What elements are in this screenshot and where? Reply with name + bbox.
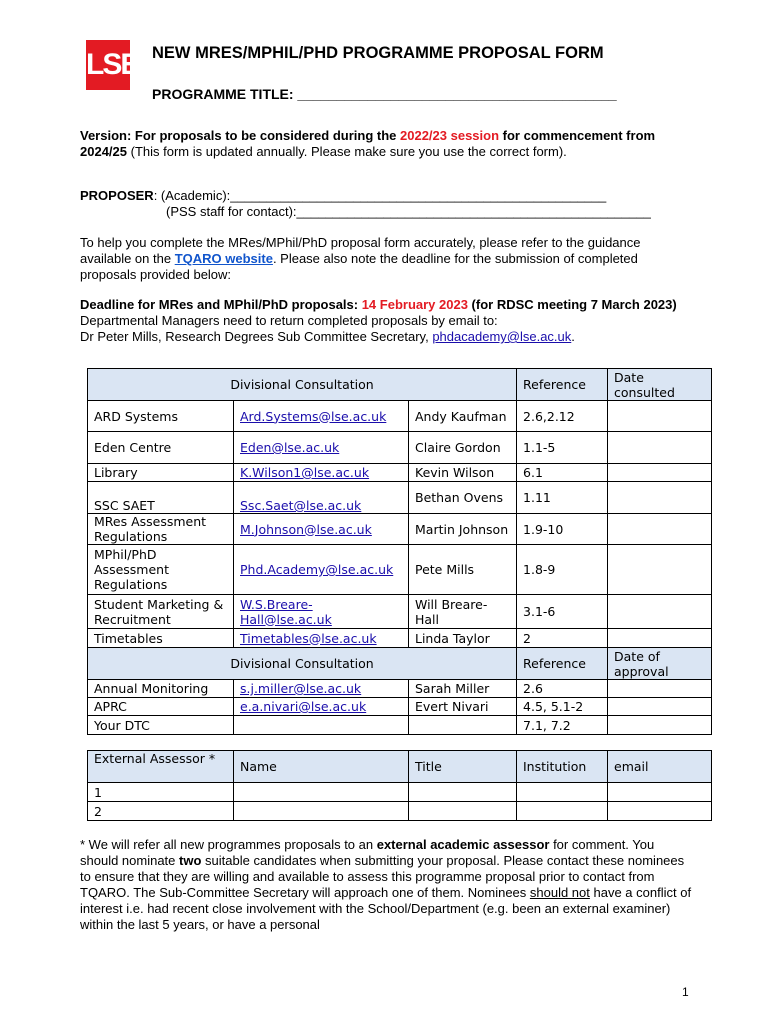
table-row: Annual Monitoring s.j.miller@lse.ac.uk Sarah Miller 2.6 [88,680,712,698]
deadline-paragraph: Deadline for MRes and MPhil/PhD proposals: 14 February 2023 (for RDSC meeting 7 March 2023) Departmental Managers need to return completed proposals by email to: Dr Peter Mills, Research Degrees Sub Committee Secretary, phdacademy@lse.ac.uk. [80,297,677,344]
table-row: MPhil/PhD Assessment Regulations Phd.Academy@lse.ac.uk Pete Mills 1.8-9 [88,545,712,595]
form-title: NEW MRES/MPHIL/PHD PROGRAMME PROPOSAL FORM [152,44,604,62]
table-row: ARD Systems Ard.Systems@lse.ac.uk Andy Kaufman 2.6,2.12 [88,401,712,432]
table-row: 2 [88,802,712,821]
assessor-email-cell[interactable] [608,802,712,821]
email-link[interactable]: Eden@lse.ac.uk [234,432,409,464]
consultation-header-row: Divisional Consultation Reference Date consulted [88,369,712,401]
table-row: SSC SAET Ssc.Saet@lse.ac.uk Bethan Ovens 1.11 [88,482,712,514]
assessor-email-cell[interactable] [608,783,712,802]
table-row: 1 [88,783,712,802]
lse-logo: LSE [86,40,130,90]
assessor-institution-cell[interactable] [517,783,608,802]
table-row: Eden Centre Eden@lse.ac.uk Claire Gordon 1.1-5 [88,432,712,464]
assessor-name-cell[interactable] [234,783,409,802]
assessor-name-cell[interactable] [234,802,409,821]
table-row: MRes Assessment Regulations M.Johnson@lse.ac.uk Martin Johnson 1.9-10 [88,514,712,545]
email-link[interactable]: Ard.Systems@lse.ac.uk [234,401,409,432]
assessor-institution-cell[interactable] [517,802,608,821]
version-paragraph: Version: For proposals to be considered during the 2022/23 session for commencement from 2024/25 (This form is updated annually. Please make sure you use the correct form). [80,128,656,159]
programme-title-label: PROGRAMME TITLE: _________________________________________ [152,86,617,102]
page-number: 1 [682,985,689,999]
assessor-title-cell[interactable] [409,802,517,821]
tqaro-website-link[interactable]: TQARO website [174,251,273,266]
table-row: Your DTC 7.1, 7.2 [88,716,712,735]
assessor-title-cell[interactable] [409,783,517,802]
email-link[interactable]: Phd.Academy@lse.ac.uk [234,545,409,595]
email-link[interactable]: K.Wilson1@lse.ac.uk [234,464,409,482]
table-row: Library K.Wilson1@lse.ac.uk Kevin Wilson 6.1 [88,464,712,482]
assessor-header-row: External Assessor * Name Title Institution email [88,751,712,783]
consultation-header-row-2: Divisional Consultation Reference Date of approval [88,648,712,680]
footnote-paragraph: * We will refer all new programmes proposals to an external academic assessor for comment. You should nominate two suitable candidates when submitting your proposal. Please contact these nominees to ensure that they are willing and available to assess this programme proposal prior to contact from TQARO. The Sub-Committee Secretary will approach one of them. Nominees should not have a conflict of interest i.e. had recent close involvement with the School/Department (e.g. been an external examiner) within the last 5 years, or have a personal [80,837,692,932]
guidance-paragraph: To help you complete the MRes/MPhil/PhD proposal form accurately, please refer to the guidance available on the TQARO website. Please also note the deadline for the submission of completed proposals provided below: [80,235,641,282]
phdacademy-email-link[interactable]: phdacademy@lse.ac.uk [432,329,572,344]
email-link[interactable]: Ssc.Saet@lse.ac.uk [234,482,409,514]
email-link[interactable]: Timetables@lse.ac.uk [234,629,409,648]
external-assessor-table [87,750,712,821]
email-link[interactable]: W.S.Breare-Hall@lse.ac.uk [234,595,409,629]
table-row: APRC e.a.nivari@lse.ac.uk Evert Nivari 4.5, 5.1-2 [88,698,712,716]
table-row: Student Marketing & Recruitment W.S.Breare-Hall@lse.ac.uk Will Breare-Hall 3.1-6 [88,595,712,629]
email-link[interactable]: M.Johnson@lse.ac.uk [234,514,409,545]
table-row: Timetables Timetables@lse.ac.uk Linda Taylor 2 [88,629,712,648]
email-link[interactable]: e.a.nivari@lse.ac.uk [234,698,409,716]
consultation-table [87,368,712,735]
proposer-section: PROPOSER: (Academic):____________________________________________________ (PSS staff for contact):_________________________________________________ [80,188,651,219]
email-link[interactable]: s.j.miller@lse.ac.uk [234,680,409,698]
